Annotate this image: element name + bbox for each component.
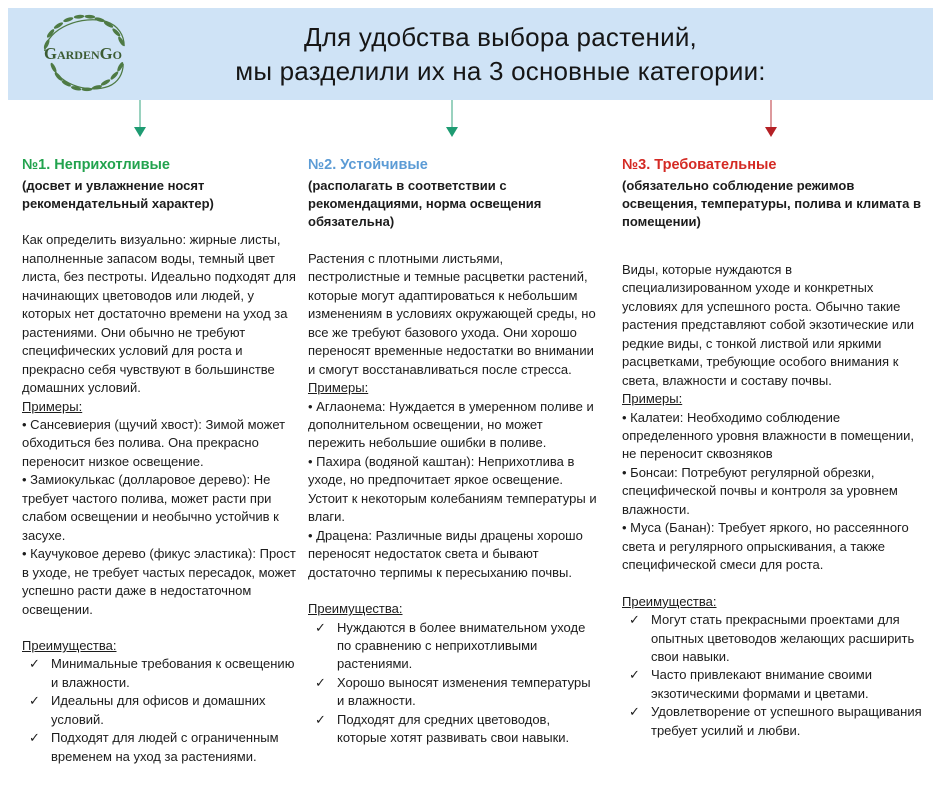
example-item: • Бонсаи: Потребуют регулярной обрезки, специфической почвы и контроля за уровнем влажности.: [622, 464, 922, 519]
arrow-stem: [451, 100, 453, 128]
gardengo-logo: [30, 11, 134, 97]
page-title: [175, 20, 765, 89]
examples-label: Примеры:: [22, 398, 83, 414]
advantage-item: ✓ Идеальны для офисов и домашних условий.: [22, 692, 302, 729]
example-item: • Муса (Банан): Требует яркого, но рассеянного света и регулярного опрыскивания, а также специфической смеси для роста.: [622, 519, 922, 574]
advantage-item: ✓ Часто привлекают внимание своими экзотическими формами и цветами.: [622, 666, 922, 703]
arrow-stem: [770, 100, 772, 128]
advantage-item: ✓ Хорошо выносят изменения температуры и влажности.: [308, 674, 597, 711]
arrow-stem: [139, 100, 141, 128]
arrow-head: [765, 127, 777, 137]
advantages-label: Преимущества:: [622, 593, 717, 609]
header-banner: [8, 8, 933, 100]
arrow-down-icon: [446, 100, 458, 140]
advantage-item: ✓ Подходят для средних цветоводов, которые хотят развивать свои навыки.: [308, 711, 597, 748]
title-line-1: Для удобства выбора растений,: [304, 21, 697, 52]
example-item: • Сансевиерия (щучий хвост): Зимой может обходиться без полива. Она прекрасно переносит низкое освещение.: [22, 416, 302, 471]
category-subtitle: (обязательно соблюдение режимов освещения, температуры, полива и климата в помещении): [622, 177, 921, 230]
advantages-label: Преимущества:: [308, 601, 403, 617]
example-item: • Пахира (водяной каштан): Неприхотлива в уходе, но предпочитает яркое освещение. Устоит к некоторым колебаниям температуры и влаги.: [308, 453, 597, 527]
category-heading: №3. Требовательные: [622, 157, 777, 173]
advantage-item: ✓ Нуждаются в более внимательном уходе по сравнению с неприхотливыми растениями.: [308, 619, 597, 674]
example-item: • Драцена: Различные виды драцены хорошо переносят недостаток света и бывают достаточно терпимы к пересыханию почвы.: [308, 527, 597, 582]
examples-label: Примеры:: [308, 380, 369, 396]
example-item: • Замиокулькас (долларовое дерево): Не требует частого полива, может расти при слабом освещении и необычно устойчив к засухе.: [22, 471, 302, 545]
arrow-down-icon: [134, 100, 146, 140]
advantage-item: ✓ Могут стать прекрасными проектами для опытных цветоводов желающих расширить свои навыки.: [622, 611, 922, 666]
arrow-head: [134, 127, 146, 137]
advantage-item: ✓ Удовлетворение от успешного выращивания требует усилий и любви.: [622, 703, 922, 740]
example-item: • Аглаонема: Нуждается в умеренном поливе и дополнительном освещении, но может пережить небольшие ошибки в поливе.: [308, 398, 597, 453]
arrow-down-icon: [765, 100, 777, 140]
category-column-2: [308, 155, 597, 748]
logo-text: GardenGo: [44, 43, 122, 63]
category-heading: №2. Устойчивые: [308, 157, 428, 173]
advantage-item: ✓ Подходят для людей с ограниченным временем на уход за растениями.: [22, 729, 302, 766]
category-column-1: [22, 155, 302, 766]
examples-label: Примеры:: [622, 391, 683, 407]
category-subtitle: (досвет и увлажнение носят рекомендательный характер): [22, 177, 214, 212]
advantage-item: ✓ Минимальные требования к освещению и влажности.: [22, 655, 302, 692]
category-column-3: [622, 155, 922, 740]
category-heading: №1. Неприхотливые: [22, 157, 170, 173]
example-item: • Калатеи: Необходимо соблюдение определенного уровня влажности в помещении, не переносит сквозняков: [622, 409, 922, 464]
advantages-label: Преимущества:: [22, 638, 117, 653]
laurel-wreath-icon: [30, 11, 134, 97]
example-item: • Каучуковое дерево (фикус эластика): Прост в уходе, не требует частых пересадок, может успешно расти даже в недостаточном освещении.: [22, 545, 302, 619]
category-description: Виды, которые нуждаются в специализированном уходе и конкретных условиях для успешного роста. Обычно такие растения представляют собой экзотические или редкие виды, с тонкой листвой или яркими расцветками, требующие особого внимания к света, влажности и составу почвы.: [622, 261, 914, 388]
category-description: Растения с плотными листьями, пестролистные и темные расцветки растений, которые могут адаптироваться к небольшим изменениям в условиях окружающей среды, но все же требуют базового ухода. Они хорошо переносят временные недостатки во внимании и смогут восстанавливаться после стресса.: [308, 250, 596, 377]
title-line-2: мы разделили их на 3 основные категории:: [235, 56, 766, 86]
category-description: Как определить визуально: жирные листы, наполненные запасом воды, темный цвет листа, без пестроты. Идеально подходят для начинающих цветоводов или людей, у которых нет достаточно времени на уход за растениями. Они обычно не требуют специфических условий для роста и прекрасно себя чувствуют в большинстве домашних условий.: [22, 232, 296, 396]
arrow-head: [446, 127, 458, 137]
category-subtitle: (располагать в соответствии с рекомендациями, норма освещения обязательна): [308, 177, 542, 230]
